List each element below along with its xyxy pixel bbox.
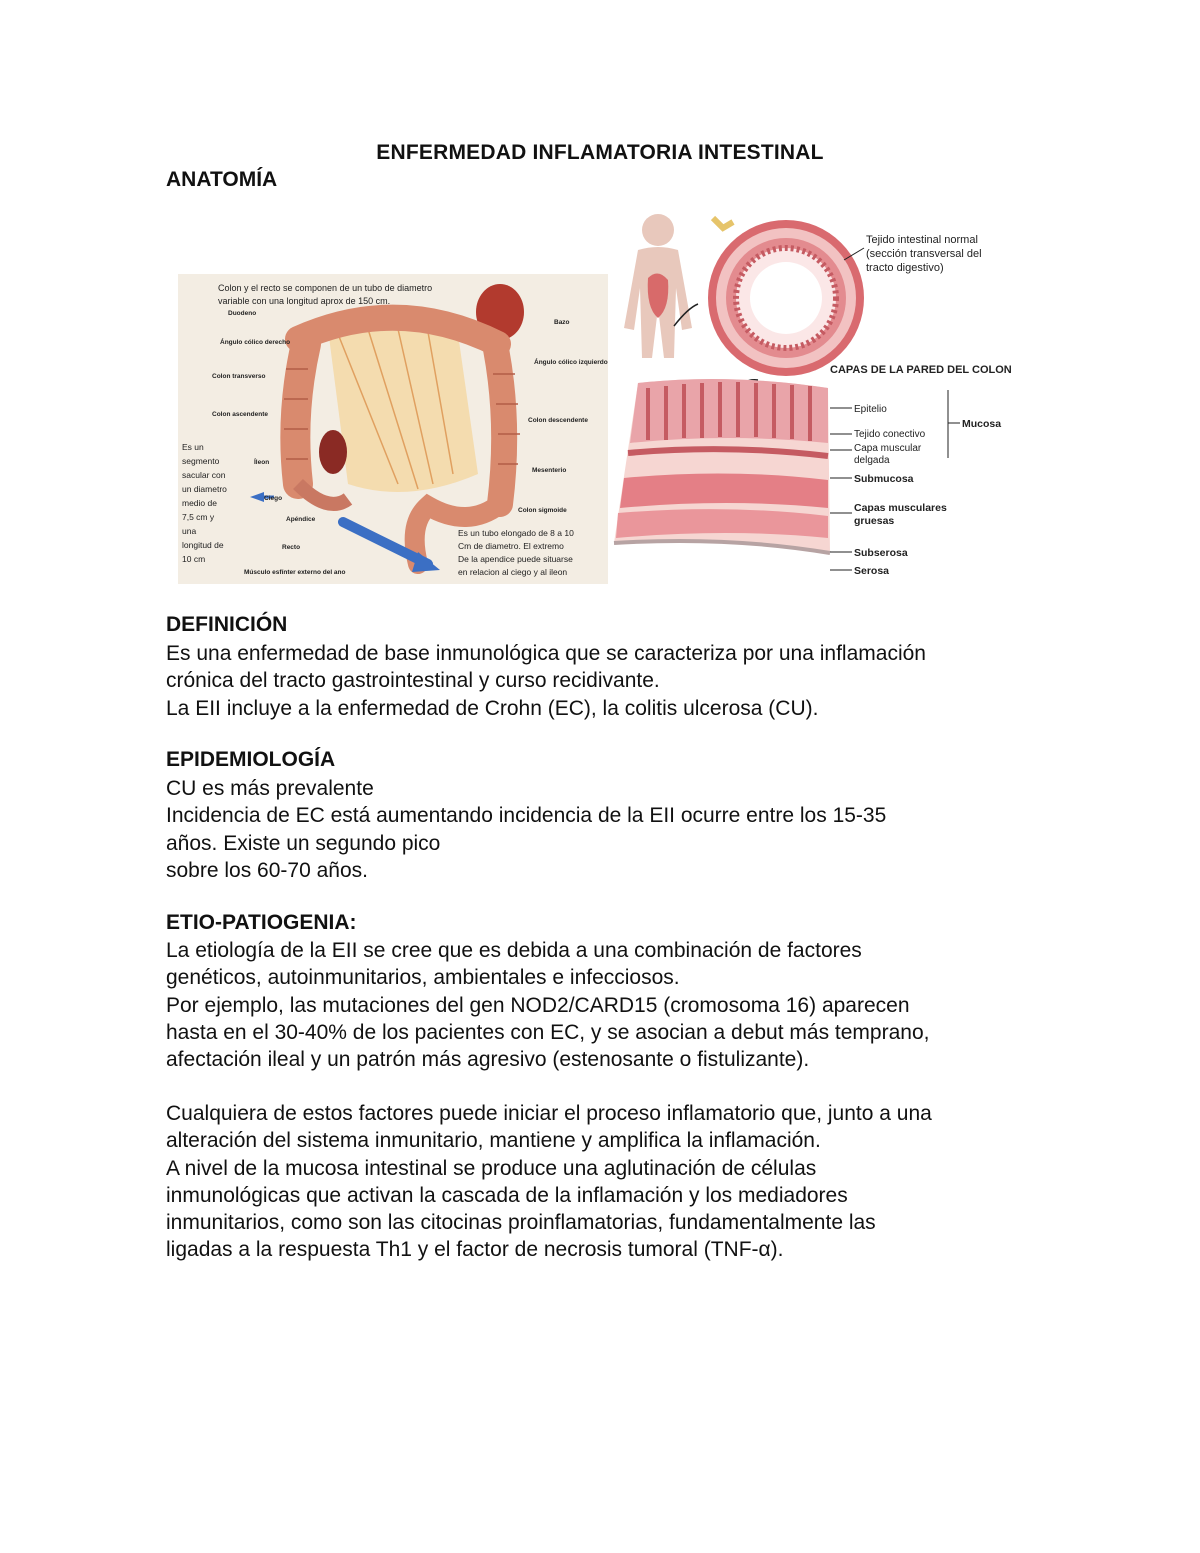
label-ileon: Íleon bbox=[254, 459, 270, 466]
epidemiologia-line: sobre los 60-70 años. bbox=[166, 858, 368, 882]
layer-gruesas: gruesas bbox=[854, 515, 895, 527]
etiopatogenia-line: hasta en el 30-40% de los pacientes con EC, y se asocian a debut más temprano, bbox=[166, 1020, 930, 1044]
definicion-paragraph bbox=[166, 640, 1046, 722]
label-colon-sigmoide: Colon sigmoide bbox=[518, 507, 567, 514]
etiopatogenia-line: ligadas a la respuesta Th1 y el factor de necrosis tumoral (TNF-α). bbox=[166, 1238, 784, 1262]
etiopatogenia-line: alteración del sistema inmunitario, mantiene y amplifica la inflamación. bbox=[166, 1129, 821, 1153]
label-colon-ascendente: Colon ascendente bbox=[212, 411, 268, 418]
note-left-6: 7,5 cm y bbox=[182, 512, 215, 522]
note-left-4: un diametro bbox=[182, 484, 227, 494]
heading-anatomia: ANATOMÍA bbox=[166, 168, 278, 191]
heading-epidemiologia: EPIDEMIOLOGÍA bbox=[166, 748, 336, 771]
note-left-5: medio de bbox=[182, 498, 217, 508]
heading-etiopatogenia: ETIO-PATIOGENIA: bbox=[166, 911, 357, 934]
etiopatogenia-line: La etiología de la EII se cree que es debida a una combinación de factores bbox=[166, 939, 862, 962]
etiopatogenia-line: Cualquiera de estos factores puede iniciar el proceso inflamatorio que, junto a una bbox=[166, 1102, 932, 1125]
epidemiologia-line: CU es más prevalente bbox=[166, 777, 374, 800]
label-duodeno: Duodeno bbox=[228, 310, 257, 317]
etiopatogenia-line: afectación ileal y un patrón más agresivo (estenosante o fistulizante). bbox=[166, 1048, 810, 1072]
label-recto: Recto bbox=[282, 544, 301, 551]
note-bottom-2: Cm de diametro. El extremo bbox=[458, 541, 564, 551]
epidemiologia-line: años. Existe un segundo pico bbox=[166, 831, 441, 855]
layers-caption-1: Tejido intestinal normal bbox=[866, 234, 978, 246]
note-left-2: segmento bbox=[182, 456, 220, 466]
epidemiologia-line: Incidencia de EC está aumentando incidencia de la EII ocurre entre los 15-35 bbox=[166, 804, 887, 828]
layers-caption-3: tracto digestivo) bbox=[866, 262, 944, 274]
note-bottom-3: De la apendice puede situarse bbox=[458, 554, 573, 564]
label-colon-descendente: Colon descendente bbox=[528, 417, 588, 424]
label-bazo: Bazo bbox=[554, 319, 570, 326]
etiopatogenia-line: Por ejemplo, las mutaciones del gen NOD2/CARD15 (cromosoma 16) aparecen bbox=[166, 993, 910, 1017]
label-mesenterio: Mesenterio bbox=[532, 467, 567, 474]
heading-definicion: DEFINICIÓN bbox=[166, 613, 288, 636]
label-musculo-esfinter: Músculo esfínter externo del ano bbox=[244, 569, 346, 576]
label-angulo-izquierdo: Ángulo cólico izquierdo bbox=[534, 359, 608, 366]
note-left-9: 10 cm bbox=[182, 554, 206, 564]
etiopatogenia-line: genéticos, autoinmunitarios, ambientales e infecciosos. bbox=[166, 966, 680, 990]
definicion-line: La EII incluye a la enfermedad de Crohn (EC), la colitis ulcerosa (CU). bbox=[166, 696, 819, 720]
label-angulo-derecho: Ángulo cólico derecho bbox=[220, 339, 291, 346]
epidemiologia-paragraph bbox=[166, 775, 1046, 884]
layer-submucosa: Submucosa bbox=[854, 473, 914, 485]
layer-capas-musculares: Capas musculares bbox=[854, 502, 947, 514]
note-left-1: Es un bbox=[182, 442, 204, 452]
colon-layers-figure bbox=[608, 208, 1028, 588]
note-bottom-4: en relacion al ciego y al ileon bbox=[458, 567, 568, 577]
definicion-line: crónica del tracto gastrointestinal y curso recidivante. bbox=[166, 669, 660, 693]
label-colon-transverso: Colon transverso bbox=[212, 373, 266, 380]
etiopatogenia-line: A nivel de la mucosa intestinal se produce una aglutinación de células bbox=[166, 1156, 817, 1180]
etiopatogenia-paragraph-1 bbox=[166, 937, 1046, 1073]
etiopatogenia-paragraph-2 bbox=[166, 1100, 1046, 1264]
layer-capa-muscular: Capa muscular bbox=[854, 443, 922, 454]
layer-epitelio: Epitelio bbox=[854, 404, 887, 415]
layer-group-mucosa: Mucosa bbox=[962, 418, 1002, 430]
layer-subserosa: Subserosa bbox=[854, 547, 908, 559]
label-ciego: Ciego bbox=[264, 495, 283, 502]
colon-header-line-1: Colon y el recto se componen de un tubo de diametro bbox=[218, 283, 433, 293]
etiopatogenia-line: inmunitarios, como son las citocinas proinflamatorias, fundamentalmente las bbox=[166, 1211, 876, 1235]
note-left-3: sacular con bbox=[182, 470, 226, 480]
definicion-line: Es una enfermedad de base inmunológica que se caracteriza por una inflamación bbox=[166, 642, 926, 665]
etiopatogenia-line: inmunológicas que activan la cascada de la inflamación y los mediadores bbox=[166, 1183, 848, 1207]
note-left-8: longitud de bbox=[182, 540, 224, 550]
colon-anatomy-figure bbox=[178, 274, 608, 584]
layer-delgada: delgada bbox=[854, 455, 890, 466]
colon-header-line-2: variable con una longitud aprox de 150 cm. bbox=[218, 296, 391, 306]
layers-title: CAPAS DE LA PARED DEL COLON bbox=[830, 364, 1012, 376]
layer-tejido-conectivo: Tejido conectivo bbox=[854, 429, 926, 440]
layer-serosa: Serosa bbox=[854, 565, 890, 577]
note-left-7: una bbox=[182, 526, 197, 536]
note-bottom-1: Es un tubo elongado de 8 a 10 bbox=[458, 528, 574, 538]
layers-caption-2: (sección transversal del bbox=[866, 248, 982, 260]
page-title: ENFERMEDAD INFLAMATORIA INTESTINAL bbox=[376, 141, 824, 164]
label-apendice: Apéndice bbox=[286, 516, 316, 523]
